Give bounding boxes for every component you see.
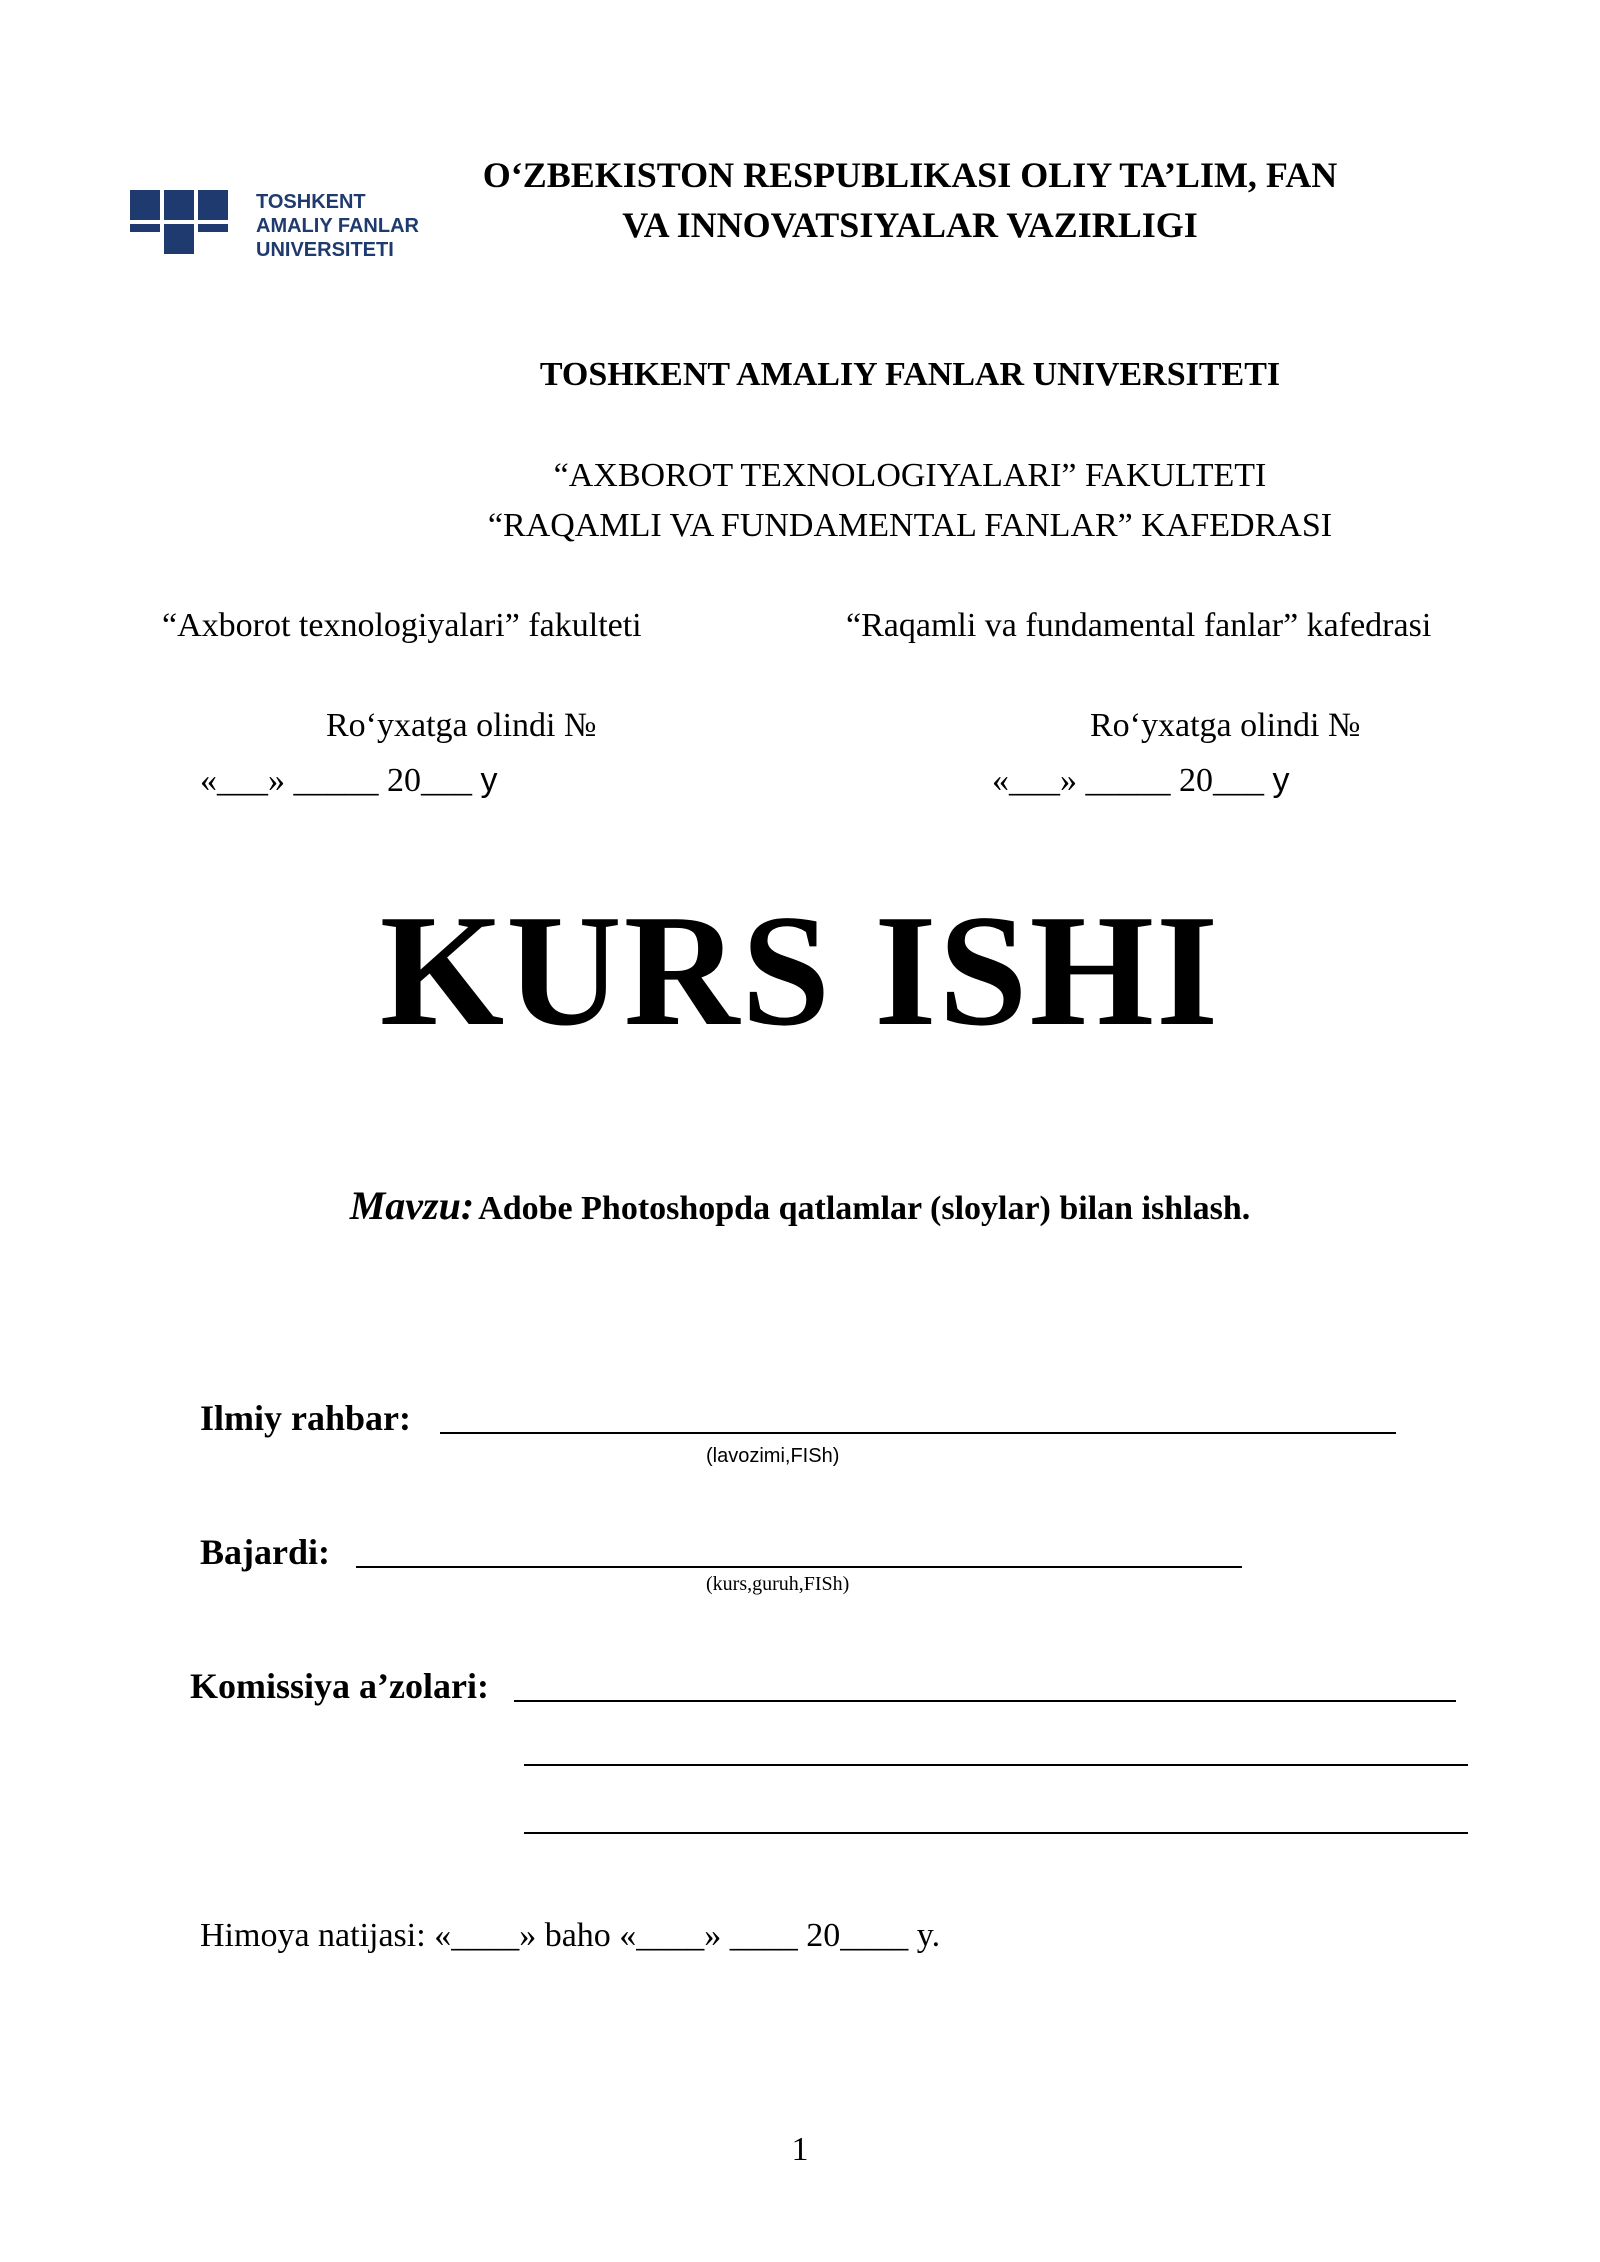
ministry-heading	[340, 150, 1480, 250]
date-suffix: y	[1272, 761, 1290, 799]
ministry-line-2: VA INNOVATSIYALAR VAZIRLIGI	[622, 205, 1198, 245]
ministry-line-1: O‘ZBEKISTON RESPUBLIKASI OLIY TA’LIM, FAN	[482, 155, 1338, 195]
result-grade-blank: «____»	[434, 1917, 537, 1954]
logo-line-3: UNIVERSITETI	[256, 239, 394, 261]
topic-line	[0, 1182, 1600, 1229]
logo-line-1: TOSHKENT	[256, 191, 366, 213]
result-date-day: «____»	[619, 1917, 722, 1954]
university-heading: TOSHKENT AMALIY FANLAR UNIVERSITETI	[539, 356, 1281, 393]
page-number: 1	[791, 2131, 809, 2168]
topic-value: Adobe Photoshopda qatlamlar (sloylar) bilan ishlash.	[478, 1190, 1251, 1227]
date-suffix: y	[480, 761, 498, 799]
department-name: “RAQAMLI VA FUNDAMENTAL FANLAR” KAFEDRASI	[487, 507, 1333, 544]
registry-left-date	[200, 756, 498, 805]
result-date-year: 20____	[806, 1917, 909, 1954]
date-day: «___»	[992, 762, 1077, 799]
result-date-month: ____	[729, 1917, 798, 1954]
faculty-name: “AXBOROT TEXNOLOGIYALARI” FAKULTETI	[553, 457, 1267, 494]
date-month: _____	[293, 762, 379, 799]
faculty-heading	[340, 451, 1480, 551]
registry-left-title: “Axborot texnologiyalari” fakulteti	[162, 607, 642, 644]
commission-line-1[interactable]	[514, 1700, 1456, 1702]
registry-right-title: “Raqamli va fundamental fanlar” kafedrasi	[846, 607, 1432, 644]
performer-hint: (kurs,guruh,FISh)	[706, 1573, 850, 1595]
commission-label: Komissiya a’zolari:	[190, 1666, 489, 1706]
date-year: 20___	[1179, 762, 1264, 799]
performer-label: Bajardi:	[200, 1532, 330, 1572]
commission-line-3[interactable]	[524, 1832, 1468, 1834]
supervisor-label: Ilmiy rahbar:	[200, 1398, 411, 1438]
topic-label: Mavzu:	[349, 1183, 475, 1228]
commission-line-2[interactable]	[524, 1764, 1468, 1766]
supervisor-line[interactable]	[440, 1432, 1396, 1434]
date-month: _____	[1085, 762, 1171, 799]
supervisor-hint: (lavozimi,FISh)	[706, 1445, 840, 1467]
result-date-suffix: y.	[916, 1917, 941, 1954]
date-year: 20___	[387, 762, 472, 799]
registry-left-received: Ro‘yxatga olindi №	[326, 707, 597, 744]
document-title: KURS ISHI	[379, 881, 1221, 1059]
registry-right-received: Ro‘yxatga olindi №	[1090, 707, 1361, 744]
defense-result	[200, 1914, 940, 1958]
result-grade-word: baho	[544, 1917, 611, 1954]
result-label: Himoya natijasi:	[200, 1917, 426, 1954]
logo-line-2: AMALIY FANLAR	[256, 215, 419, 237]
performer-line[interactable]	[356, 1566, 1242, 1568]
date-day: «___»	[200, 762, 285, 799]
registry-right-date	[992, 756, 1290, 805]
